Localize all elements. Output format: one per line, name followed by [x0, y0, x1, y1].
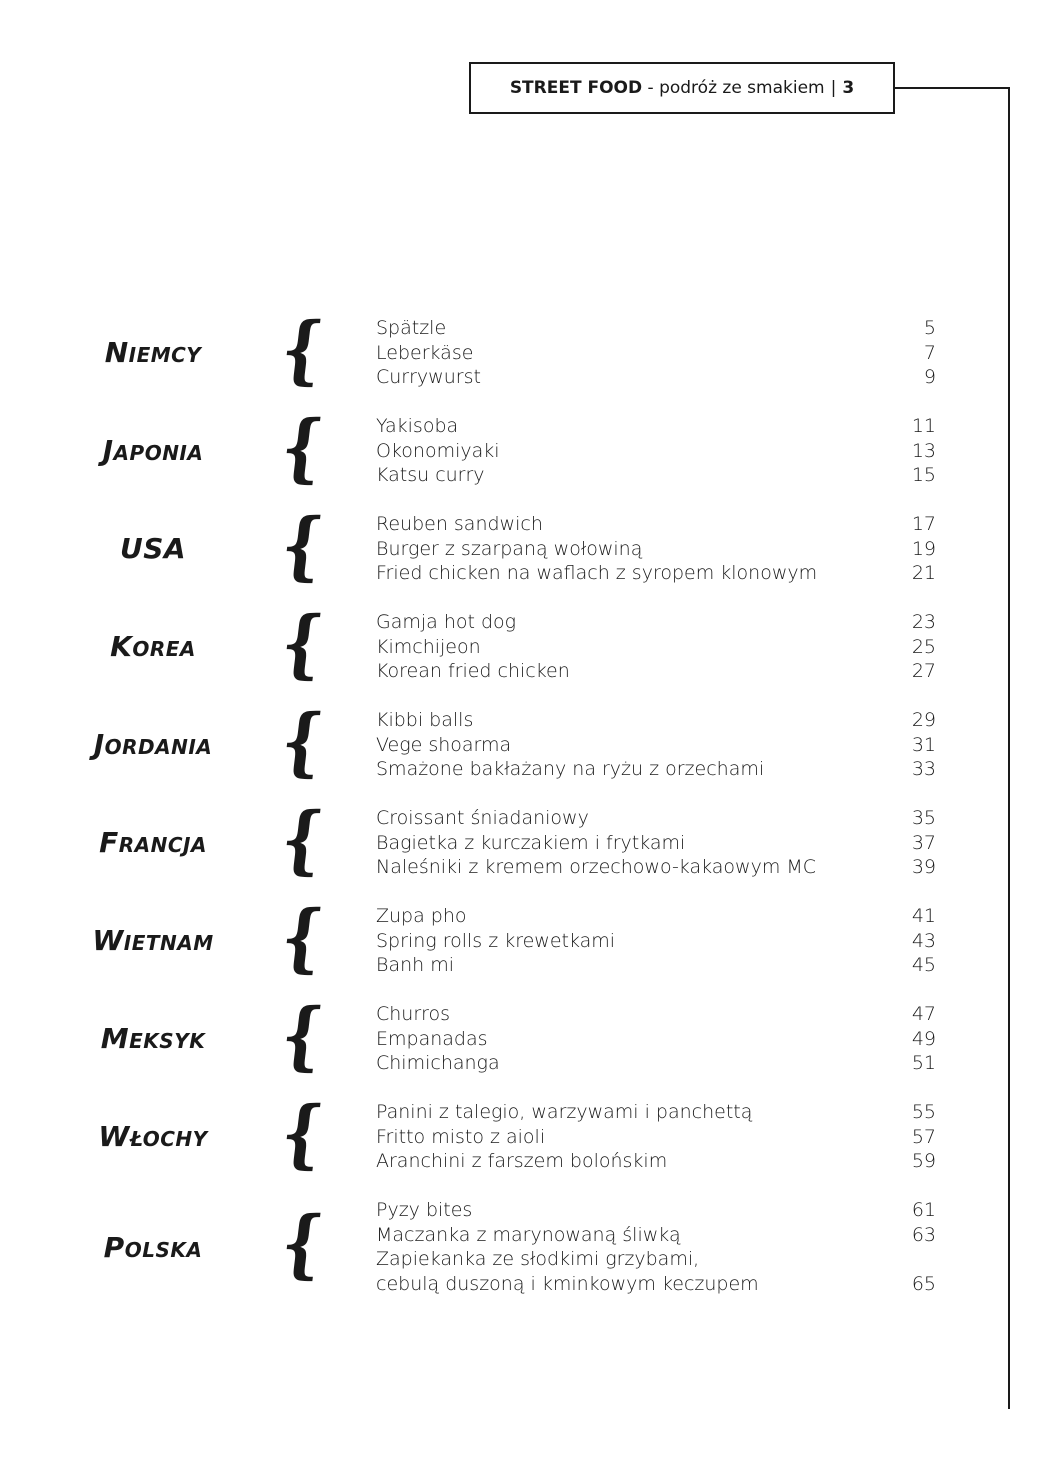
dish-page-number: 33 [911, 758, 936, 780]
dish-page-number: 39 [911, 856, 936, 878]
dish-name: Aranchini z farszem bolońskim [376, 1150, 668, 1172]
dish-page-number: 41 [911, 905, 936, 927]
header-separator: | [830, 78, 837, 98]
dish-entry [376, 439, 936, 464]
dish-page-number: 19 [911, 537, 936, 560]
dish-page-number: 7 [923, 341, 936, 364]
dish-name: Reuben sandwich [376, 513, 543, 535]
dish-name: Spätzle [376, 317, 447, 339]
dish-entry [376, 855, 936, 880]
toc-section [0, 404, 1040, 491]
dish-page-number: 13 [911, 439, 936, 462]
country-cell [0, 904, 310, 978]
frame-line-horizontal [895, 87, 1010, 89]
toc-section [0, 992, 1040, 1079]
dish-page-number: 17 [911, 513, 936, 535]
dish-page-number: 15 [911, 464, 936, 486]
header-page-number: 3 [842, 78, 855, 98]
country-cell [0, 1002, 310, 1076]
dish-page-number: 51 [911, 1052, 936, 1074]
curly-brace-icon: { [276, 1090, 328, 1177]
dish-page-number: 65 [911, 1272, 936, 1295]
dish-page-number: 27 [911, 660, 936, 682]
dish-list [376, 316, 936, 390]
dish-entry [376, 341, 936, 366]
dish-list [376, 904, 936, 978]
toc-section [0, 1090, 1040, 1177]
dish-list [376, 512, 936, 586]
dish-name: Fritto misto z aioli [376, 1125, 546, 1148]
curly-brace-icon: { [276, 600, 328, 687]
dish-page-number: 9 [923, 366, 936, 388]
curly-brace-icon: { [276, 1201, 328, 1287]
dish-entry [376, 757, 936, 782]
dish-name: Burger z szarpaną wołowiną [376, 537, 643, 560]
dish-page-number: 61 [911, 1199, 936, 1221]
country-cell [0, 806, 310, 880]
dish-name: Zapiekanka ze słodkimi grzybami, cebulą duszoną i kminkowym keczupem [376, 1248, 759, 1295]
toc-section [0, 600, 1040, 687]
dish-name: Kibbi balls [376, 709, 474, 731]
dish-name: Currywurst [376, 366, 481, 388]
header-title-bold: STREET FOOD [509, 78, 643, 98]
dish-page-number: 31 [911, 733, 936, 756]
dish-name: Croissant śniadaniowy [376, 807, 589, 829]
curly-brace-icon: { [276, 502, 328, 589]
dish-entry [376, 831, 936, 856]
country-name: Meksyk [100, 1022, 206, 1056]
country-cell [0, 708, 310, 782]
dish-entry [376, 512, 936, 537]
curly-brace-icon: { [276, 992, 328, 1079]
country-name: USA [119, 532, 187, 566]
dish-name: Gamja hot dog [376, 611, 517, 633]
dish-page-number: 35 [911, 807, 936, 829]
country-cell [0, 512, 310, 586]
toc-section [0, 796, 1040, 883]
dish-name: Okonomiyaki [376, 439, 500, 462]
country-name: Jordania [93, 728, 213, 762]
dish-list [376, 414, 936, 488]
curly-brace-icon: { [276, 796, 328, 883]
header-title-box [469, 62, 895, 114]
country-name: Włochy [98, 1120, 208, 1154]
country-name: Wietnam [92, 924, 214, 958]
dish-name: Korean fried chicken [376, 660, 570, 682]
dish-entry [376, 463, 936, 488]
country-name: Polska [103, 1230, 203, 1264]
dish-list [376, 1100, 936, 1174]
toc-section [0, 502, 1040, 589]
dish-entry [376, 1198, 936, 1223]
dish-entry [376, 414, 936, 439]
curly-brace-icon: { [276, 894, 328, 981]
curly-brace-icon: { [276, 698, 328, 785]
dish-list [376, 806, 936, 880]
dish-entry [376, 659, 936, 684]
header-title-rest: - podróż ze smakiem [647, 78, 825, 98]
dish-name: Smażone bakłażany na ryżu z orzechami [376, 758, 765, 780]
country-cell [0, 414, 310, 488]
dish-list [376, 610, 936, 684]
dish-entry [376, 1002, 936, 1027]
dish-name: Katsu curry [376, 464, 485, 486]
country-name: Korea [110, 630, 196, 664]
toc-section [0, 306, 1040, 393]
country-name: Francja [99, 826, 207, 860]
dish-page-number: 45 [911, 954, 936, 976]
dish-entry [376, 635, 936, 660]
dish-name: Kimchijeon [376, 635, 481, 658]
dish-entry [376, 929, 936, 954]
dish-name: Zupa pho [376, 905, 467, 927]
dish-page-number: 25 [911, 635, 936, 658]
dish-name: Naleśniki z kremem orzechowo-kakaowym MC [376, 856, 817, 878]
dish-name: Yakisoba [376, 415, 459, 437]
dish-name: Fried chicken na waflach z syropem klonowym [376, 562, 818, 584]
dish-name: Chimichanga [376, 1052, 500, 1074]
dish-entry [376, 316, 936, 341]
dish-name: Spring rolls z krewetkami [376, 929, 616, 952]
dish-name: Maczanka z marynowaną śliwką [376, 1223, 681, 1246]
dish-page-number: 47 [911, 1003, 936, 1025]
dish-name: Bagietka z kurczakiem i frytkami [376, 831, 686, 854]
toc-section [0, 894, 1040, 981]
dish-entry [376, 1051, 936, 1076]
dish-name: Vege shoarma [376, 733, 512, 756]
dish-page-number: 49 [911, 1027, 936, 1050]
dish-page-number: 11 [911, 415, 936, 437]
country-cell [0, 1198, 310, 1296]
dish-page-number: 55 [911, 1101, 936, 1123]
dish-page-number: 5 [923, 317, 936, 339]
curly-brace-icon: { [276, 306, 328, 393]
dish-entry [376, 537, 936, 562]
dish-entry [376, 1027, 936, 1052]
dish-entry [376, 561, 936, 586]
dish-page-number: 37 [911, 831, 936, 854]
dish-list [376, 1198, 936, 1296]
dish-name: Empanadas [376, 1027, 488, 1050]
toc-section [0, 698, 1040, 785]
dish-page-number: 57 [911, 1125, 936, 1148]
dish-list [376, 1002, 936, 1076]
dish-name: Panini z talegio, warzywami i panchettą [376, 1101, 753, 1123]
dish-page-number: 63 [911, 1223, 936, 1246]
dish-entry [376, 904, 936, 929]
dish-entry [376, 708, 936, 733]
dish-page-number: 21 [911, 562, 936, 584]
dish-entry [376, 1247, 936, 1296]
dish-name: Pyzy bites [376, 1199, 473, 1221]
dish-list [376, 708, 936, 782]
dish-entry [376, 1100, 936, 1125]
dish-entry [376, 610, 936, 635]
dish-page-number: 23 [911, 611, 936, 633]
dish-name: Leberkäse [376, 341, 474, 364]
dish-entry [376, 733, 936, 758]
dish-name: Churros [376, 1003, 451, 1025]
dish-entry [376, 953, 936, 978]
country-name: Japonia [102, 434, 204, 468]
country-cell [0, 1100, 310, 1174]
curly-brace-icon: { [276, 404, 328, 491]
dish-page-number: 29 [911, 709, 936, 731]
dish-page-number: 59 [911, 1150, 936, 1172]
dish-entry [376, 1125, 936, 1150]
dish-entry [376, 1223, 936, 1248]
country-cell [0, 610, 310, 684]
dish-entry [376, 365, 936, 390]
dish-entry [376, 806, 936, 831]
country-cell [0, 316, 310, 390]
toc-section [0, 1198, 1040, 1296]
dish-entry [376, 1149, 936, 1174]
dish-page-number: 43 [911, 929, 936, 952]
country-name: Niemcy [104, 336, 202, 370]
dish-name: Banh mi [376, 954, 454, 976]
